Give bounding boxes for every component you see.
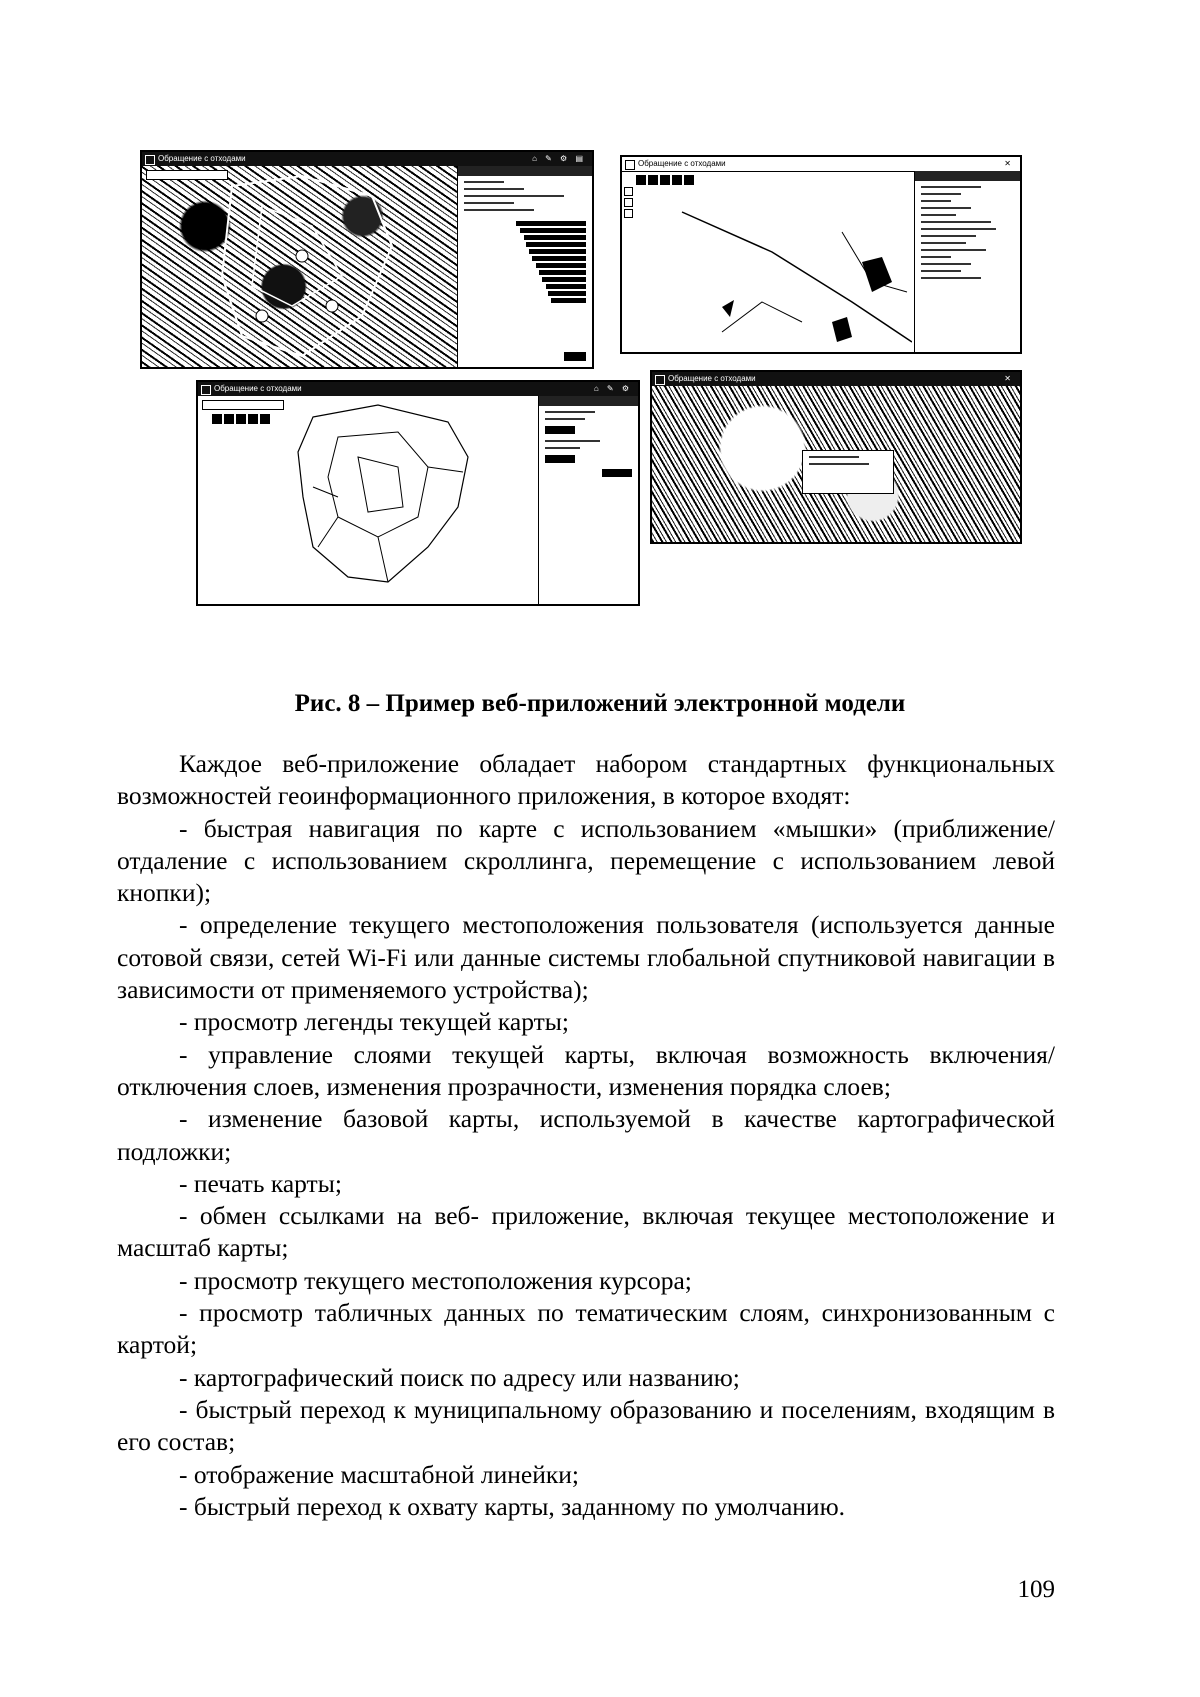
screenshot-map-districts (140, 150, 594, 369)
upload-options (539, 411, 638, 420)
app-icon (145, 155, 155, 165)
window-title: Обращение с отходами (158, 154, 246, 163)
toolbar-icons: ⌂ ✎ ⚙ (593, 384, 632, 393)
app-icon (655, 375, 665, 385)
close-icon[interactable]: ✕ (1004, 159, 1014, 168)
window-titlebar (198, 382, 638, 396)
list-item: - управление слоями текущей карты, включая возможность включения/отключения слоев, изменения прозрачности, изменения порядка слоев; (117, 1039, 1055, 1101)
list-item: - просмотр текущего местоположения курсора; (179, 1265, 692, 1295)
list-item: - печать карты; (179, 1168, 342, 1198)
search-input[interactable] (146, 170, 228, 180)
screenshot-upload-map (196, 380, 640, 606)
app-icon (201, 385, 211, 395)
list-item: - отображение масштабной линейки; (179, 1459, 579, 1489)
page-number: 109 (1017, 1576, 1055, 1603)
paragraph: Каждое веб-приложение обладает набором стандартных функциональных возможностей геоинформационного приложения, в которое входят: (117, 749, 1055, 811)
window-titlebar (142, 152, 592, 166)
panel-header (458, 166, 592, 176)
list-item: - просмотр табличных данных по тематическим слоям, синхронизованным с картой; (117, 1298, 1055, 1360)
figure-web-apps (140, 150, 1120, 650)
panel-apply-button[interactable] (564, 352, 586, 361)
figure-caption: Рис. 8 – Пример веб-приложений электронной модели (294, 690, 906, 717)
region-outline-map[interactable] (198, 397, 538, 603)
window-title: Обращение с отходами (214, 384, 302, 393)
list-item: - изменение базовой карты, используемой в качестве картографической подложки; (117, 1104, 1055, 1166)
list-item: - картографический поиск по адресу или названию; (179, 1362, 740, 1392)
list-item: - быстрая навигация по карте с использованием «мышки» (приближение/отдаление с использованием скроллинга, перемещение с использованием левой кнопки); (117, 813, 1055, 908)
window-title: Обращение с отходами (668, 374, 756, 383)
screenshot-layers-map (620, 155, 1022, 354)
screenshot-satellite-map (650, 370, 1022, 544)
layer-list-panel (914, 171, 1020, 352)
list-item: - быстрый переход к муниципальному образованию и поселениям, входящим в его состав; (117, 1394, 1055, 1457)
close-icon[interactable]: ✕ (1004, 374, 1014, 383)
upload-panel (538, 396, 638, 604)
execute-button[interactable] (602, 469, 632, 477)
list-item: - определение текущего местоположения пользователя (используется данные сотовой связи, сетей Wi-Fi или данные системы глобальной спутниковой навигации в зависимости от применяемого устройства); (117, 910, 1055, 1005)
panel-bar-list (458, 221, 592, 303)
layer-list (915, 186, 1020, 279)
list-item: - просмотр легенды текущей карты; (179, 1007, 570, 1037)
panel-filters (458, 181, 592, 211)
list-item: - обмен ссылками на веб- приложение, включая текущее местоположение и масштаб карты; (117, 1201, 1055, 1263)
body-text (117, 748, 1055, 1523)
panel-header (915, 171, 1020, 181)
district-boundaries (142, 166, 457, 366)
map-area[interactable] (622, 172, 912, 352)
app-icon (625, 160, 635, 170)
list-item: - быстрый переход к охвату карты, заданному по умолчанию. (179, 1491, 846, 1521)
feature-popup (802, 450, 894, 494)
map-area[interactable] (142, 166, 457, 367)
upload-options-2 (539, 440, 638, 449)
statistics-panel (457, 166, 592, 367)
upload-button-2[interactable] (545, 455, 575, 463)
window-titlebar (652, 372, 1020, 386)
panel-header (539, 396, 638, 406)
upload-button[interactable] (545, 426, 575, 434)
window-titlebar (622, 157, 1020, 172)
window-title: Обращение с отходами (638, 159, 726, 168)
toolbar-icons: ⌂ ✎ ⚙ ▤ (532, 154, 586, 163)
